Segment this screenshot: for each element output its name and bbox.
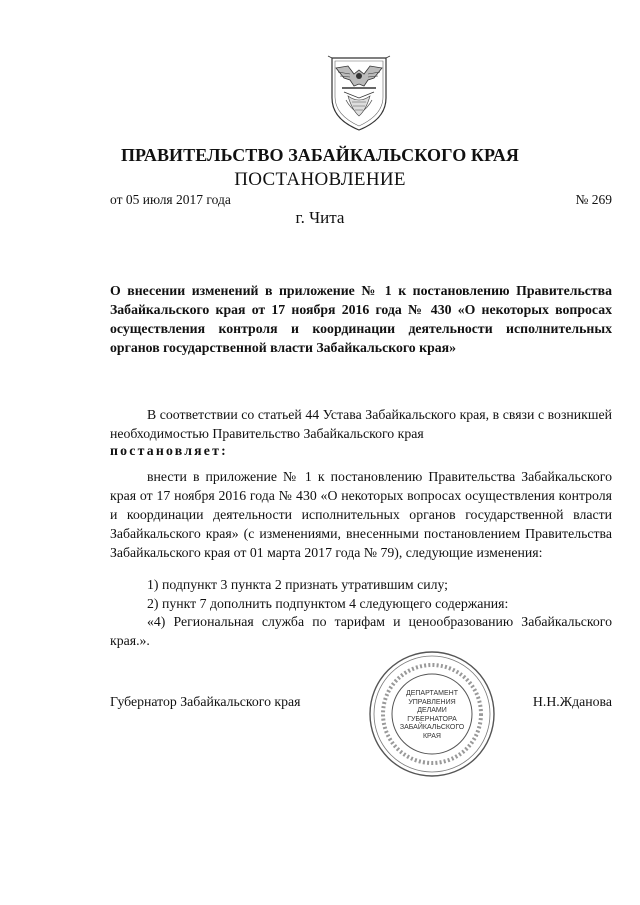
- preamble-paragraph: [110, 405, 612, 443]
- resolve-word: постановляет:: [110, 443, 228, 458]
- document-subject: О внесении изменений в приложение № 1 к постановлению Правительства Забайкальского края от 17 ноября 2016 года № 430 «О некоторых вопросах осуществления контроля и координации деятельности исполнительных органов государственной власти Забайкальского края»: [110, 283, 612, 355]
- stamp-line: ЗАБАЙКАЛЬСКОГО: [399, 724, 465, 731]
- list-item: 2) пункт 7 дополнить подпунктом 4 следующего содержания:: [147, 596, 509, 611]
- body-paragraph: [110, 467, 612, 562]
- signatory-position: Губернатор Забайкальского края: [110, 694, 301, 709]
- stamp-line: УПРАВЛЕНИЯ: [408, 698, 456, 706]
- document-date: от 05 июля 2017 года: [110, 192, 231, 207]
- stamp-line: ДЕПАРТАМЕНТ: [405, 690, 458, 697]
- stamp-line: ДЕЛАМИ: [417, 707, 447, 714]
- preamble-text: В соответствии со статьей 44 Устава Забайкальского края, в связи с возникшей необходимостью Правительство Забайкальского края: [110, 407, 612, 441]
- document-city: г. Чита: [295, 208, 345, 227]
- stamp-line: КРАЯ: [422, 732, 441, 740]
- stamp-line: ГУБЕРНАТОРА: [407, 715, 457, 723]
- list-item: 1) подпункт 3 пункта 2 признать утратившим силу;: [147, 577, 449, 592]
- quote-text: «4) Региональная служба по тарифам и ценообразованию Забайкальского края.».: [110, 614, 612, 648]
- government-title: ПРАВИТЕЛЬСТВО ЗАБАЙКАЛЬСКОГО КРАЯ: [120, 145, 520, 165]
- body-text: внести в приложение № 1 к постановлению Правительства Забайкальского края от 17 ноября 2016 года № 430 «О некоторых вопросах осуществления контроля и координации деятельности исполнительных органов государственной власти Забайкальского края» (с изменениями, внесенными постановлением Правительства Забайкальского края от 01 марта 2017 года № 79), следующие изменения:: [110, 469, 612, 560]
- stamp-text: [368, 690, 496, 741]
- document-number: № 269: [575, 192, 612, 207]
- signatory-name: Н.Н.Жданова: [532, 694, 612, 709]
- document-type: ПОСТАНОВЛЕНИЕ: [234, 169, 406, 190]
- quote-paragraph: [110, 612, 612, 650]
- coat-of-arms-icon: [326, 54, 392, 132]
